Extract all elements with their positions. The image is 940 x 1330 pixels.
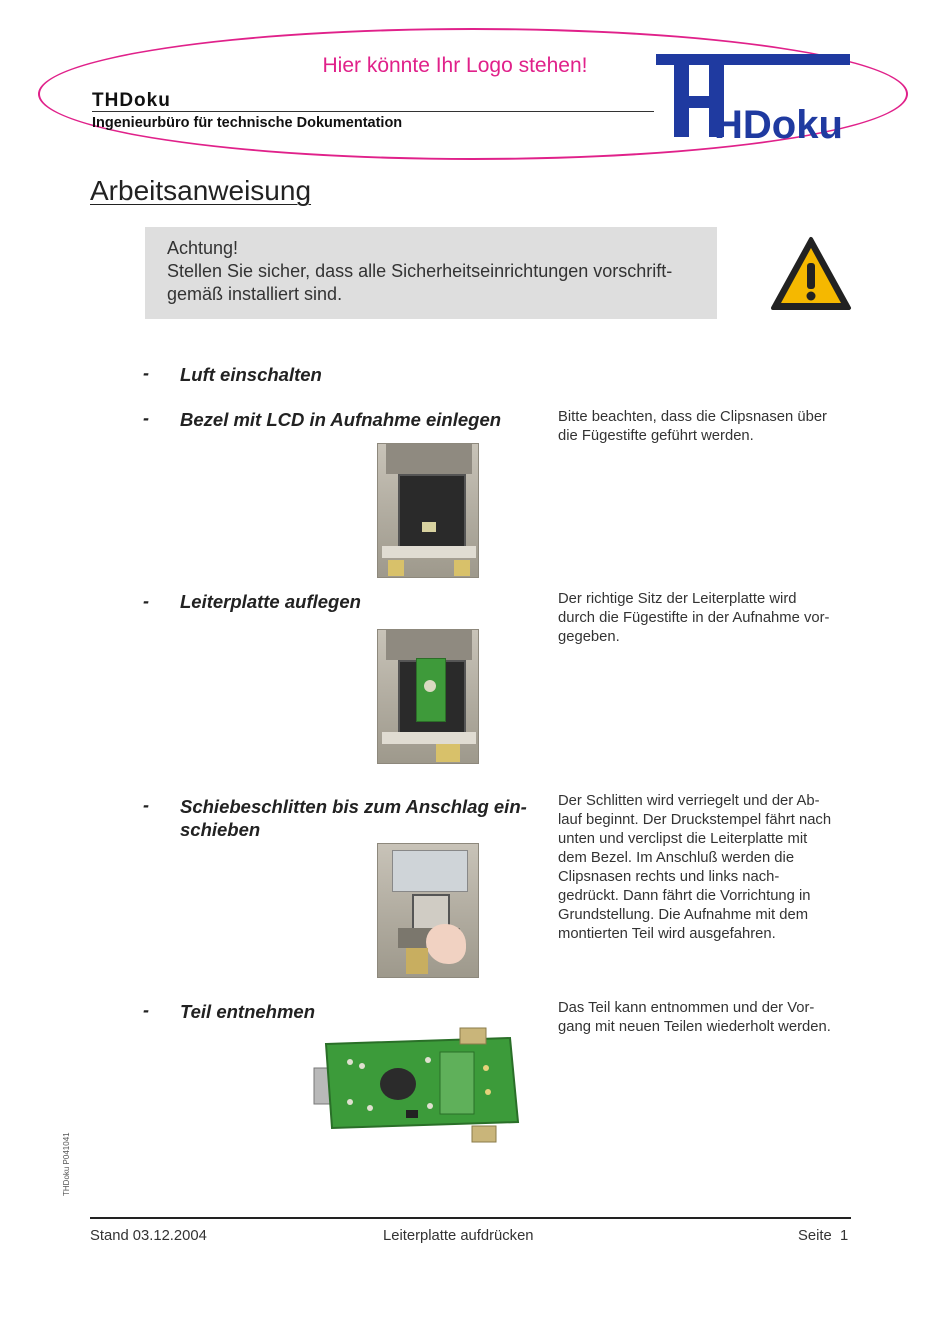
step-2-title: Bezel mit LCD in Aufnahme einlegen — [180, 409, 502, 430]
step-5-note-line: Das Teil kann entnommen und der Vor- — [558, 1000, 815, 1016]
step-2-note-line: Bitte beachten, dass die Clipsnasen über — [558, 409, 827, 425]
step-4-note — [558, 792, 858, 944]
warning-triangle-icon — [770, 236, 852, 312]
step-1-title: Luft einschalten — [180, 364, 322, 385]
document-code: THDoku P041041 — [62, 1132, 71, 1196]
footer-page-number: Seite 1 — [798, 1228, 849, 1244]
step-3-note-line: Der richtige Sitz der Leiterplatte wird — [558, 591, 797, 607]
footer-document-name: Leiterplatte aufdrücken — [383, 1228, 534, 1244]
header-divider — [92, 111, 654, 112]
step-5-note-line: gang mit neuen Teilen wiederholt werden. — [558, 1019, 831, 1035]
step-5-note — [558, 999, 858, 1037]
step-5-dash: - — [143, 1000, 149, 1020]
step-3-photo — [377, 629, 479, 764]
warning-heading: Achtung! — [167, 238, 239, 258]
thdoku-logo — [654, 52, 854, 144]
company-subtitle: Ingenieurbüro für technische Dokumentation — [92, 115, 403, 131]
step-4-title-line: Schiebeschlitten bis zum Anschlag ein- — [180, 796, 527, 817]
logo-placeholder-text: Hier könnte Ihr Logo stehen! — [322, 54, 588, 77]
step-4-title-line: schieben — [180, 819, 261, 840]
step-3-note — [558, 590, 858, 647]
step-5-pcb-photo — [310, 1022, 525, 1147]
step-5-title: Teil entnehmen — [180, 1001, 316, 1022]
step-4-note-line: lauf beginnt. Der Druckstempel fährt nach — [558, 812, 832, 828]
page-title: Arbeitsanweisung — [90, 175, 312, 206]
step-4-note-line: unten und verclipst die Leiterplatte mit — [558, 831, 808, 847]
step-4-note-line: Grundstellung. Die Aufnahme mit dem — [558, 907, 809, 923]
step-3-dash: - — [143, 591, 149, 611]
step-2-photo — [377, 443, 479, 578]
step-4-note-line: dem Bezel. Im Anschluß werden die — [558, 850, 795, 866]
step-2-dash: - — [143, 408, 149, 428]
warning-box — [145, 227, 717, 319]
step-4-dash: - — [143, 795, 149, 815]
step-4-title — [180, 795, 550, 841]
step-2-note-line: die Fügestifte geführt werden. — [558, 428, 754, 444]
step-3-note-line: gegeben. — [558, 629, 620, 645]
step-3-title: Leiterplatte auflegen — [180, 591, 361, 612]
footer-divider — [90, 1217, 851, 1219]
warning-line-1: Stellen Sie sicher, dass alle Sicherheitseinrichtungen vorschrift- — [167, 261, 673, 281]
step-2-note — [558, 408, 858, 446]
step-4-note-line: montierten Teil wird ausgefahren. — [558, 926, 776, 942]
step-4-note-line: Der Schlitten wird verriegelt und der Ab- — [558, 793, 820, 809]
step-3-note-line: durch die Fügestifte in der Aufnahme vor- — [558, 610, 830, 626]
footer-date: Stand 03.12.2004 — [90, 1228, 207, 1244]
warning-line-2: gemäß installiert sind. — [167, 284, 343, 304]
step-4-note-line: Clipsnasen rechts und links nach- — [558, 869, 780, 885]
step-4-note-line: gedrückt. Dann fährt die Vorrichtung in — [558, 888, 811, 904]
step-1-dash: - — [143, 363, 149, 383]
step-4-photo — [377, 843, 479, 978]
company-name: THDoku — [92, 90, 171, 111]
thdoku-logo-text: HDoku — [714, 103, 843, 144]
